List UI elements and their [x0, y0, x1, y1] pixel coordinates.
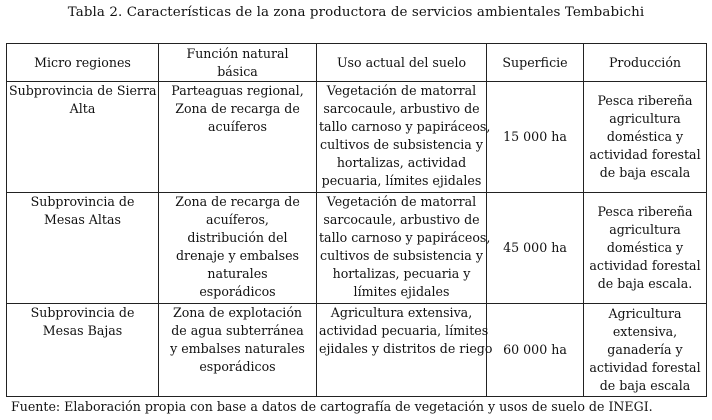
cell-produccion: Agricultura extensiva, ganadería y actividad forestal de baja escala [584, 304, 707, 397]
cell-superficie: 45 000 ha [487, 193, 584, 304]
header-row [7, 44, 707, 82]
cell-produccion: Pesca ribereña agricultura doméstica y actividad forestal de baja escala. [584, 193, 707, 304]
cell-region: Subprovincia de Mesas Altas [7, 193, 159, 304]
cell-uso: Vegetación de matorral sarcocaule, arbustivo de tallo carnoso y papiráceos, cultivos de subsistencia y hortalizas, actividad pecuaria, límites ejidales [317, 82, 487, 193]
cell-superficie: 60 000 ha [487, 304, 584, 397]
cell-funcion: Zona de recarga de acuíferos, distribución del drenaje y embalses naturales esporádicos [159, 193, 317, 304]
table-title: Tabla 2. Características de la zona productora de servicios ambientales Tembabichi [67, 5, 645, 20]
cell-uso: Agricultura extensiva, actividad pecuaria, límites ejidales y distritos de riego [317, 304, 487, 397]
cell-produccion: Pesca ribereña agricultura doméstica y actividad forestal de baja escala [584, 82, 707, 193]
header-produccion: Producción [584, 44, 707, 82]
cell-uso: Vegetación de matorral sarcocaule, arbustivo de tallo carnoso y papiráceos, cultivos de subsistencia y hortalizas, pecuaria y límites ejidales [317, 193, 487, 304]
characteristics-table [6, 43, 707, 397]
cell-funcion: Parteaguas regional, Zona de recarga de acuíferos [159, 82, 317, 193]
source-note: Fuente: Elaboración propia con base a datos de cartografía de vegetación y usos de suelo de INEGI. [11, 399, 653, 414]
header-uso-actual: Uso actual del suelo [317, 44, 487, 82]
cell-funcion: Zona de explotación de agua subterránea y embalses naturales esporádicos [159, 304, 317, 397]
header-funcion-natural: Función natural básica [159, 44, 317, 82]
cell-region: Subprovincia de Sierra Alta [7, 82, 159, 193]
table-row [7, 82, 707, 193]
header-superficie: Superficie [487, 44, 584, 82]
cell-superficie: 15 000 ha [487, 82, 584, 193]
header-micro-regiones: Micro regiones [7, 44, 159, 82]
table-row [7, 193, 707, 304]
table-row [7, 304, 707, 397]
cell-region: Subprovincia de Mesas Bajas [7, 304, 159, 397]
